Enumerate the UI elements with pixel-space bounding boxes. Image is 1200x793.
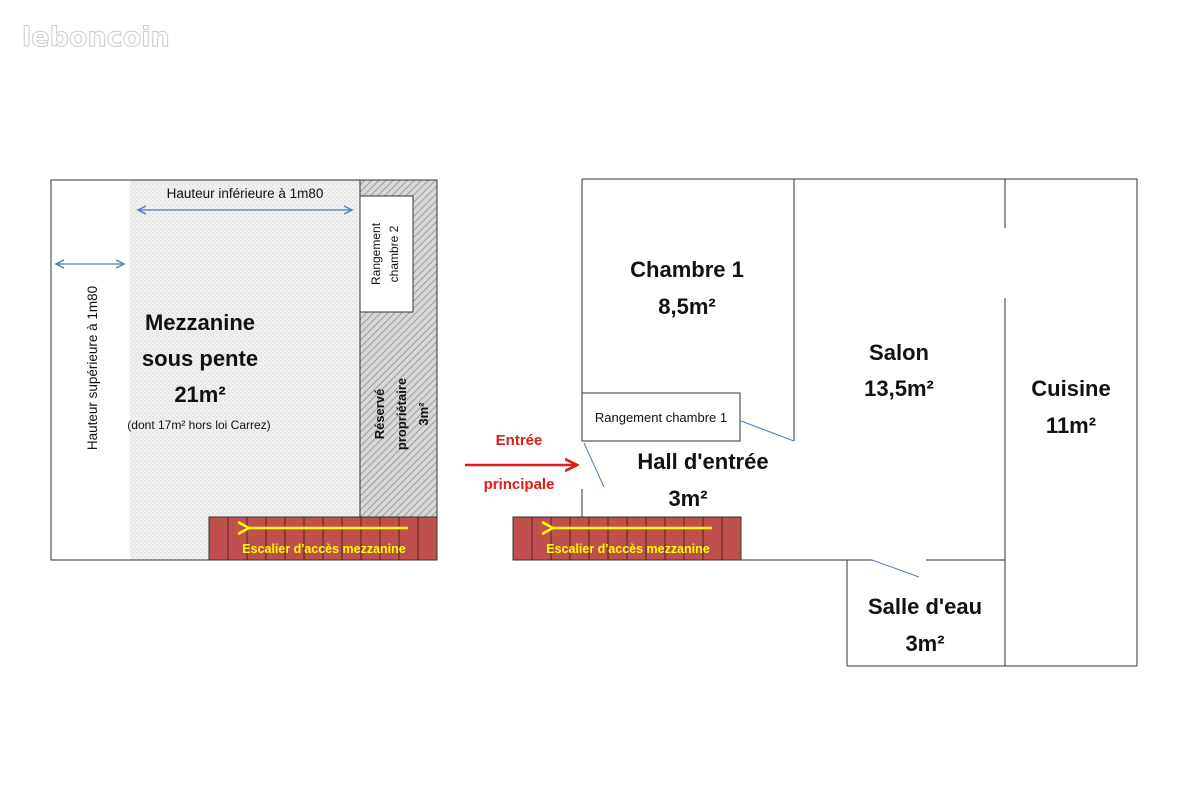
upper-height-label: Hauteur supérieure à 1m80 bbox=[85, 285, 100, 451]
chambre-1-name: Chambre 1 bbox=[630, 257, 744, 282]
mezzanine-name-line2: sous pente bbox=[141, 346, 259, 371]
leboncoin-logo: leboncoin bbox=[22, 22, 170, 53]
door-swing-chambre bbox=[741, 421, 794, 441]
mezzanine-stairs bbox=[209, 517, 437, 560]
salon-area: 13,5m² bbox=[864, 376, 934, 401]
ground-floor-stairs bbox=[513, 517, 741, 560]
reserved-area: 3m² bbox=[416, 402, 431, 426]
storage-chambre-2-line2: chambre 2 bbox=[387, 225, 401, 283]
mezzanine-note: (dont 17m² hors loi Carrez) bbox=[127, 418, 271, 432]
chambre-1-area: 8,5m² bbox=[658, 294, 716, 319]
door-swing-entrance bbox=[584, 443, 604, 487]
lower-height-label: Hauteur inférieure à 1m80 bbox=[166, 186, 324, 201]
cuisine-area: 11m² bbox=[1045, 413, 1097, 438]
entrance-label-line2: principale bbox=[483, 476, 555, 493]
mezzanine-area: 21m² bbox=[174, 382, 226, 407]
bathroom-area: 3m² bbox=[905, 631, 945, 656]
reserved-line2: propriétaire bbox=[394, 377, 409, 451]
hall-name: Hall d'entrée bbox=[637, 449, 769, 474]
door-swing-bathroom bbox=[872, 560, 919, 577]
hall-area: 3m² bbox=[668, 486, 708, 511]
mezzanine-plan bbox=[51, 180, 437, 560]
ground-stairs-label: Escalier d'accès mezzanine bbox=[546, 542, 710, 556]
stairs-label: Escalier d'accès mezzanine bbox=[242, 542, 406, 556]
storage-chambre-1-label: Rangement chambre 1 bbox=[594, 410, 728, 425]
entrance-marker bbox=[465, 432, 576, 493]
entrance-label-line1: Entrée bbox=[495, 432, 543, 449]
cuisine-name: Cuisine bbox=[1031, 376, 1111, 401]
salon-name: Salon bbox=[869, 340, 929, 365]
storage-chambre-2-line1: Rangement bbox=[369, 222, 383, 286]
reserved-line1: Réservé bbox=[372, 388, 387, 440]
bathroom-name: Salle d'eau bbox=[867, 594, 983, 619]
ground-floor-labels bbox=[595, 257, 1111, 656]
mezzanine-name-line1: Mezzanine bbox=[144, 310, 256, 335]
